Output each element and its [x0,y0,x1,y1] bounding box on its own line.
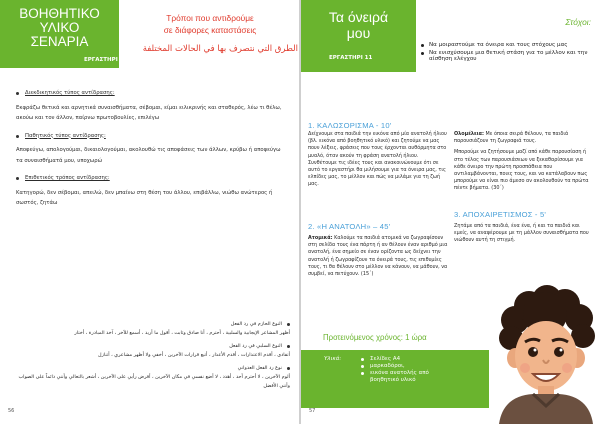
section-text: Εκφράζω θετικά και αρνητικά συναισθήματα, σέβομαι, είμαι ειλικρινής και σταθερός, λέω τι θέλω, ακούω και τον άλλον, παίρνω πρωτοβουλίες, επιλέγω [16,104,282,121]
left-activity-label: ΕΡΓΑΣΤΗΡΙ 10 [84,57,128,63]
eye-right [554,347,564,357]
left-title-line-1: ΒΟΗΘΗΤΙΚΟ [19,6,100,21]
list-item [16,173,288,184]
left-title-line-3: ΣΕΝΑΡΙΑ [30,34,89,49]
bullet-icon [421,52,424,55]
material-text: μαρκαδόροι, [370,363,405,369]
goal-text: Να ενισχύσουμε μια θετική στάση για το μέλλον και την αίσθηση ελέγχου [429,49,588,63]
arabic-section-text: ألوم الآخرين ، لا أحترم أحد ، أهدد ، لا أضع نفسي في مكان الآخرين ، أفرض رأيي على الآخرين ، أشعر بالتعالي وأنني دائماً على الصواب وأنني الأفضل [18,374,290,390]
left-page [0,0,299,424]
left-page-number: 56 [8,408,15,414]
section-text: Κατηγορώ, δεν σέβομαι, απειλώ, δεν μπαίνω στη θέση του άλλου, επιβάλλω, νιώθω ανώτερος ή σωστός, ζητάω [16,189,273,206]
materials-label: Υλικά: [324,356,342,362]
list-item [421,42,591,49]
section-3-title: 3. ΑΠΟΧΑΙΡΕΤΙΣΜΟΣ - 5' [454,210,547,219]
bullet-icon [16,177,19,180]
suggested-time: Προτεινόμενος χρόνος: 1 ώρα [323,333,427,342]
list-item [16,88,288,99]
sweater [499,394,593,424]
bullet-icon [287,367,290,370]
list-item [361,356,429,363]
list-item [12,342,290,351]
section-label: Διεκδικητικός τύπος αντίδρασης: [25,90,115,96]
right-activity-label: ΕΡΓΑΣΤΗΡΙ 11 [329,55,373,61]
right-title [301,9,416,41]
section-3-text: Ζητάμε από τα παιδιά, ένα ένα, ή και τα παιδιά και εμείς, να αναφέρουμε με τη μάλλον συναισθήματα που νιώθουν αυτή τη στιγμή. [454,223,589,244]
section-2-continued [454,131,594,193]
goals-title: Στόχοι: [565,17,591,27]
section-label: Παθητικός τύπος αντίδρασης: [25,132,106,139]
plenary-text: Με όποια σειρά θέλουν, τα παιδιά παρουσιάζουν τη ζωγραφιά τους. [454,131,569,145]
materials-box [301,350,489,408]
list-item [361,377,429,384]
bullet-icon [287,345,290,348]
arabic-section-label: نوع رد الفعل العدواني [237,364,282,371]
list-item [361,370,429,377]
section-label: Επιθετικός τρόπος αντίδρασης: [25,175,110,181]
section-2-title: 2. «Η ΑΝΑΤΟΛΗ» – 45' [308,222,391,231]
arabic-section-text: أظهر المشاعر الإيجابية والسلبية ، أحترم ، أنا صادق وثابت ، أقول ما أريد ، أسمع للآخر ، آخذ المبادرة ، أختار [74,330,290,337]
list-item [16,131,288,142]
section-2-body [308,235,448,278]
left-title [0,7,119,49]
plenary-text-2: Μπορούμε να ζητήσουμε μαζί από κάθε παρουσίαση ή στο τέλος των παρουσιάσεων να ξεκαθαρίσουμε για κάθε όνειρο την πρώτη προσπάθεια που αντιλαμβάνονται, ποιες τους, και να κατάλαβουν πως μπορούμε να είναι πιο άμεσο αν ακολουθούν τα πρώτα πέντε βήματα. (30΄) [454,149,589,192]
bullet-icon [421,44,424,47]
left-subtitle-line-1: Τρόποι που αντιδρούμε [166,13,254,23]
left-greek-body [16,88,288,216]
eye-left [528,347,538,357]
section-2-lead: Ατομικά: [308,235,333,241]
list-item [12,320,290,329]
section-2-text: Καλούμε τα παιδιά ατομικά να ζωγραφίσουν στη σελίδα τους ένα πάρτη ή αν θέλουν έναν αριθμό μια ανατολή, ένα σημείο σε έναν ορίζοντα ως δείχνει την ανατολή ή ζωγραφίζουν τα όνειρά τους, τις επιθυμίες τους, τι θα θέλουν στο μέλλον να κάνουν, να μάθουν, να συμβεί, να πετύχουν. (15΄) [308,235,448,278]
list-item [12,364,290,373]
plenary-lead: Ολομέλεια: [454,131,484,137]
left-arabic-subtitle: الطرق التي نتصرف بها في الحالات المختلفة [142,44,298,54]
goal-text: Να μοιραστούμε τα όνειρα και τους στόχους μας [429,42,568,48]
boy-illustration [485,280,600,424]
arabic-section-text: أتفادى ، أقدم الاعتذارات ، أقدم الأعذار ، أتبع قرارات الآخرين ، أخفي ولا أظهر مشاعري ، أتنازل [97,352,290,359]
bullet-icon [16,92,19,95]
bullet-icon [361,358,364,361]
left-title-line-2: ΥΛΙΚΟ [39,20,80,35]
section-1-text: Δείχνουμε στα παιδιά την εικόνα από μία ανατολή ήλιου (βλ. εικόνα από βοηθητικό υλικό) και ζητούμε να μας πουν λέξεις, φράσεις που τους έρχονται αυθόρμητα στο μυαλό, όταν ακούν τη φράση ανατολή ήλιου. Συνθέτουμε τις ιδέες τους και ανακοινώνουμε ότι σε αυτό το εργαστήρι θα μιλήσουμε για τα όνειρα μας, τις ελπίδες μας, το μέλλον και πώς να μιλάμε για τη ζωή μας. [308,131,447,188]
left-subtitle [126,12,294,36]
left-arabic-body [12,320,290,395]
left-header [0,0,299,68]
bullet-icon [16,135,19,138]
arabic-section-label: النوع الحازم في رد الفعل [230,321,282,327]
list-item [361,363,429,370]
arabic-section-label: النوع السلبي في رد الفعل [229,342,282,349]
bullet-icon [361,365,364,368]
right-page-number: 57 [309,408,316,414]
materials-list [361,356,429,384]
right-title-line-1: Τα όνειρά [328,9,389,25]
right-title-line-2: μου [346,25,371,41]
left-subtitle-line-2: σε διάφορες καταστάσεις [163,25,257,35]
material-text: Σελίδες Α4 [370,356,401,362]
bullet-icon [361,372,364,375]
material-text: βοηθητικό υλικό [370,377,416,383]
goals-list [421,42,591,64]
right-page [301,0,600,424]
material-text: εικόνα ανατολής από [370,370,429,376]
section-text: Αποφεύγω, απολογούμαι, δικαιολογούμαι, ακολουθώ τις αποφάσεις των άλλων, κρύβω ή αποφεύγω τα συναισθήματά μου, υποχωρώ [16,147,281,164]
list-item [421,50,591,63]
section-1-title: 1. ΚΑΛΩΣΟΡΙΣΜΑ - 10' [308,121,392,130]
bullet-icon [287,323,290,326]
